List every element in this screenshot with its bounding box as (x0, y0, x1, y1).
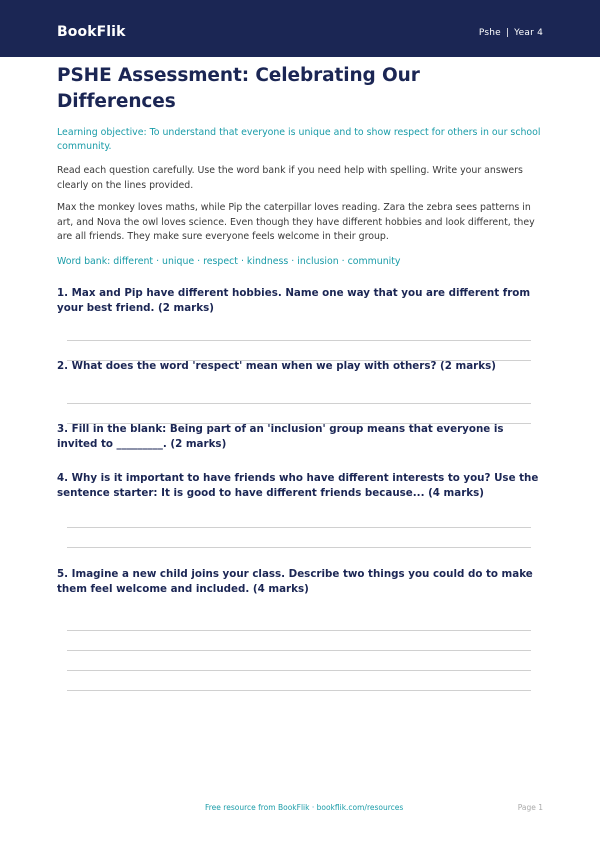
answer-area-4 (67, 527, 531, 548)
question-4: 4. Why is it important to have friends who have different interests to you? Use the sentence starter: It is good to have different friends because... (4 marks) (57, 471, 539, 499)
answer-area-5 (67, 630, 531, 691)
year-label: Year 4 (514, 28, 543, 38)
page-number: Page 1 (517, 803, 543, 812)
page-title: PSHE Assessment: Celebrating Our Differences (57, 65, 420, 112)
answer-area-1 (67, 340, 531, 361)
word-bank: Word bank: different · unique · respect · kindness · inclusion · community (57, 255, 401, 267)
subject-label: Pshe (478, 28, 501, 38)
brand-logo: BookFlik (57, 24, 126, 40)
story-text: Max the monkey loves maths, while Pip the caterpillar loves reading. Zara the zebra sees patterns in art, and Nova the owl loves science. Even though they have different hobbies and look different, they are all friends. They make sure everyone feels welcome in their group. (57, 202, 535, 242)
answer-line[interactable] (67, 403, 531, 404)
subject-year (479, 28, 543, 38)
question-5: 5. Imagine a new child joins your class. Describe two things you could do to make them feel welcome and included. (4 marks) (57, 567, 533, 595)
answer-line[interactable] (67, 340, 531, 341)
worksheet-body (57, 63, 543, 691)
learning-objective: Learning objective: To understand that everyone is unique and to show respect for others in our school community. (57, 127, 541, 152)
question-3: 3. Fill in the blank: Being part of an 'inclusion' group means that everyone is invited to _________. (2 marks) (57, 422, 504, 450)
answer-line[interactable] (67, 630, 531, 631)
answer-line[interactable] (67, 670, 531, 671)
instructions: Read each question carefully. Use the word bank if you need help with spelling. Write your answers clearly on the lines provided. (57, 165, 523, 191)
answer-area-2 (67, 403, 531, 424)
answer-line[interactable] (67, 547, 531, 548)
question-2: 2. What does the word 'respect' mean when we play with others? (2 marks) (57, 359, 496, 372)
answer-line[interactable] (67, 650, 531, 651)
question-1: 1. Max and Pip have different hobbies. Name one way that you are different from your best friend. (2 marks) (57, 286, 531, 314)
answer-line[interactable] (67, 690, 531, 691)
meta-separator: | (505, 28, 510, 38)
answer-line[interactable] (67, 527, 531, 528)
header-bar (0, 0, 600, 57)
footer-source-link[interactable]: Free resource from BookFlik · bookflik.com/resources (205, 803, 404, 812)
